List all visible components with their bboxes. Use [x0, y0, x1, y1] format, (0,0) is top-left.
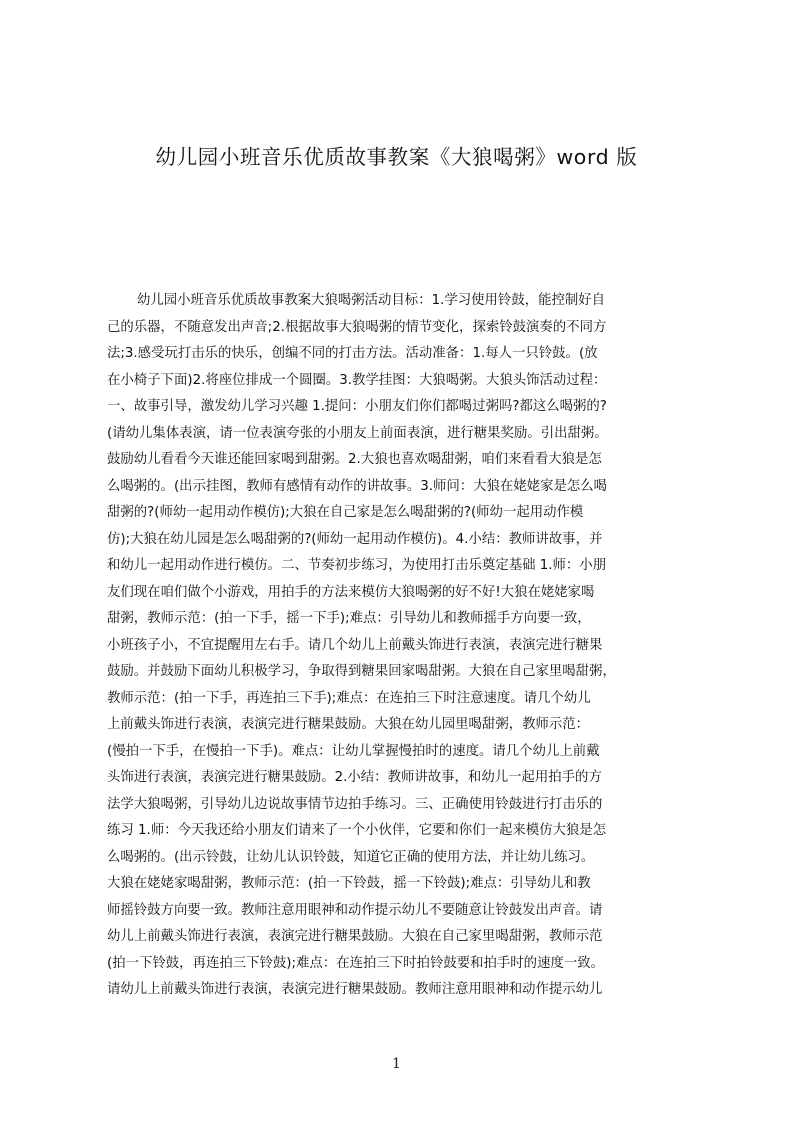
body-line: 在小椅子下面)2.将座位排成一个圆圈。3.教学挂图：大狼喝粥。大狼头饰活动过程：: [107, 372, 607, 388]
body-line: 上前戴头饰进行表演，表演完进行糖果鼓励。大狼在幼儿园里喝甜粥，教师示范：: [107, 717, 590, 732]
document-title: 幼儿园小班音乐优质故事教案《大狼喝粥》word 版: [155, 145, 638, 169]
body-line: 教师示范：(拍一下手，再连拍三下手);难点：在连拍三下时注意速度。请几个幼儿: [107, 690, 591, 706]
body-line: 仿);大狼在幼儿园是怎么喝甜粥的?(师幼一起用动作模仿)。4.小结：教师讲故事，并: [107, 531, 603, 547]
body-line: 鼓励。并鼓励下面幼儿积极学习，争取得到糖果回家喝甜粥。大狼在自己家里喝甜粥，: [107, 664, 616, 679]
body-line: 甜粥，教师示范：(拍一下手，摇一下手);难点：引导幼儿和教师摇手方向要一致，: [107, 611, 591, 626]
body-line: 一、故事引导，激发幼儿学习兴趣 1.提问：小朋友们你们都喝过粥吗?都这么喝粥的?: [107, 399, 607, 414]
body-line: 甜粥的?(师幼一起用动作模仿);大狼在自己家是怎么喝甜粥的?(师幼一起用动作模: [107, 505, 584, 520]
body-line: 请幼儿上前戴头饰进行表演，表演完进行糖果鼓励。教师注意用眼神和动作提示幼儿: [107, 982, 603, 997]
body-line: 小班孩子小，不宜提醒用左右手。请几个幼儿上前戴头饰进行表演，表演完进行糖果: [107, 637, 603, 653]
body-line: 法;3.感受玩打击乐的快乐，创编不同的打击方法。活动准备：1.每人一只铃鼓。(放: [107, 346, 598, 361]
body-line: (请幼儿集体表演，请一位表演夸张的小朋友上前面表演，进行糖果奖励。引出甜粥。: [107, 425, 608, 441]
body-line: 己的乐器，不随意发出声音;2.根据故事大狼喝粥的情节变化，探索铃鼓演奏的不同方: [107, 319, 607, 335]
body-line: 和幼儿一起用动作进行模仿。二、节奏初步练习，为使用打击乐奠定基础 1.师：小朋: [107, 558, 607, 573]
body-line: 友们现在咱们做个小游戏，用拍手的方法来模仿大狼喝粥的好不好!大狼在姥姥家喝: [107, 584, 595, 600]
page-number: 1: [392, 1056, 401, 1072]
body-line: 鼓励幼儿看看今天谁还能回家喝到甜粥。2.大狼也喜欢喝甜粥，咱们来看看大狼是怎: [107, 452, 602, 467]
document-body: [107, 288, 699, 1004]
body-line: 师摇铃鼓方向要一致。教师注意用眼神和动作提示幼儿不要随意让铃鼓发出声音。请: [107, 902, 603, 918]
body-line: 练习 1.师：今天我还给小朋友们请来了一个小伙伴，它要和你们一起来模仿大狼是怎: [107, 823, 607, 838]
body-line: 么喝粥的。(出示铃鼓，让幼儿认识铃鼓，知道它正确的使用方法，并让幼儿练习。: [107, 849, 595, 865]
body-line: 法学大狼喝粥，引导幼儿边说故事情节边拍手练习。三、正确使用铃鼓进行打击乐的: [107, 796, 603, 812]
body-line: 头饰进行表演，表演完进行糖果鼓励。2.小结：教师讲故事，和幼儿一起用拍手的方: [107, 770, 602, 785]
body-line: 幼儿上前戴头饰进行表演，表演完进行糖果鼓励。大狼在自己家里喝甜粥，教师示范: [107, 929, 603, 944]
body-line: 么喝粥的。(出示挂图，教师有感情有动作的讲故事。3.师问：大狼在姥姥家是怎么喝: [107, 478, 608, 494]
body-line: 幼儿园小班音乐优质故事教案大狼喝粥活动目标：1.学习使用铃鼓，能控制好自: [137, 293, 606, 308]
body-line: (拍一下铃鼓，再连拍三下铃鼓);难点：在连拍三下时拍铃鼓要和拍手时的速度一致。: [107, 955, 605, 971]
body-line: (慢拍一下手，在慢拍一下手)。难点：让幼儿掌握慢拍时的速度。请几个幼儿上前戴: [107, 743, 600, 759]
body-line: 大狼在姥姥家喝甜粥，教师示范：(拍一下铃鼓，摇一下铃鼓);难点：引导幼儿和教: [107, 876, 591, 891]
